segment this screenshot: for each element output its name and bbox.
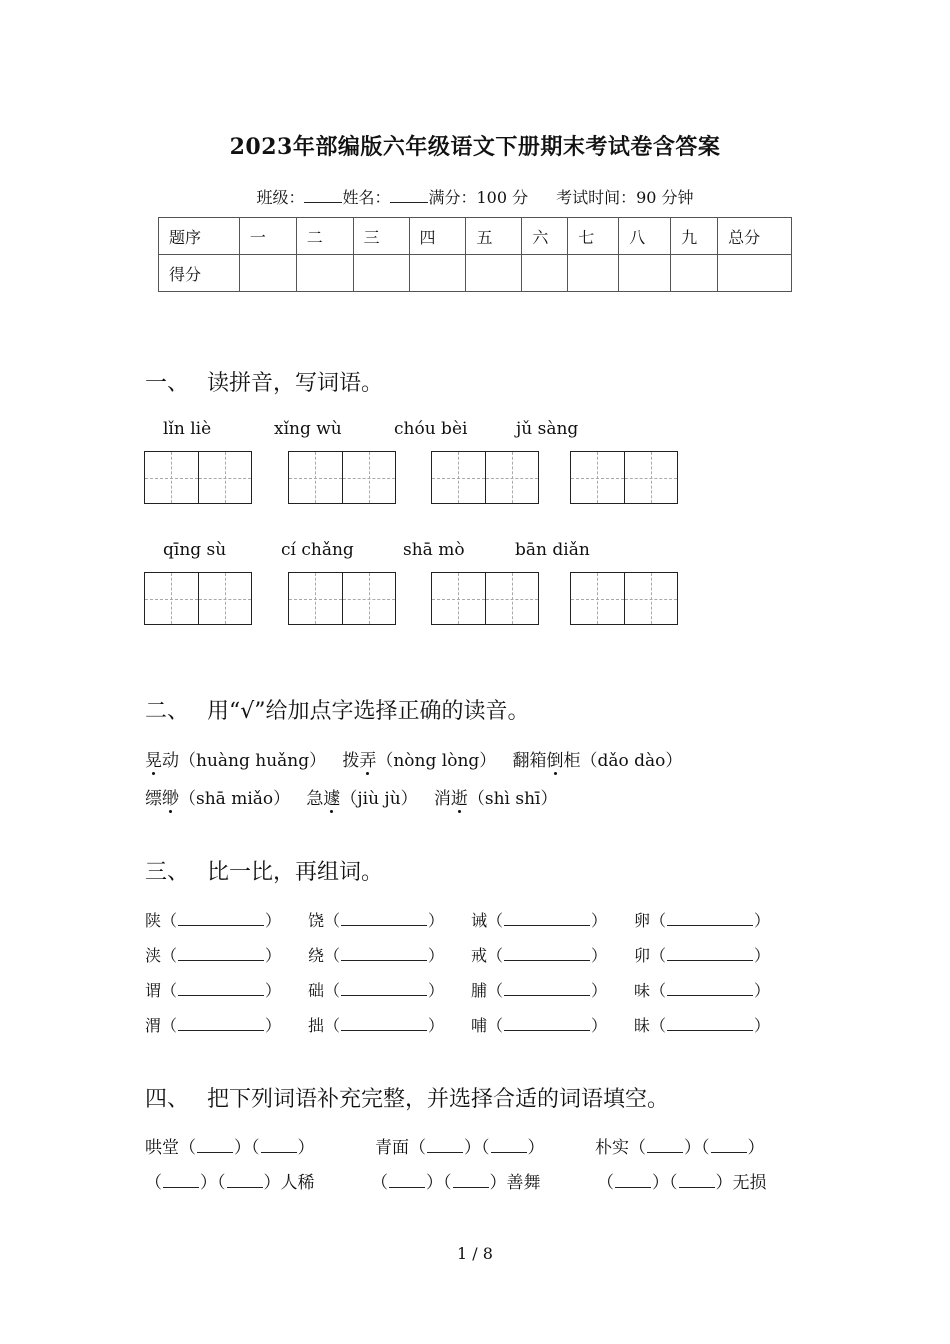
exam-info bbox=[0, 185, 950, 208]
compare-item: 浃（ ） bbox=[145, 946, 282, 965]
score-row-label: 得分 bbox=[159, 255, 240, 292]
writing-grid[interactable] bbox=[570, 572, 678, 625]
section-title: 读拼音，写词语。 bbox=[207, 371, 384, 396]
compare-item: 昧（ ） bbox=[634, 1016, 771, 1035]
answer-blank[interactable] bbox=[647, 1139, 683, 1153]
full-marks: 满分：100 分 bbox=[428, 188, 529, 207]
idiom-text: 善舞 bbox=[506, 1173, 541, 1193]
score-cell[interactable] bbox=[239, 255, 296, 292]
writing-grid[interactable] bbox=[570, 451, 678, 504]
exam-time: 考试时间：90 分钟 bbox=[556, 188, 694, 207]
page-number: 1 / 8 bbox=[457, 1244, 493, 1263]
reading-item[interactable]: 消逝（shì shī） bbox=[434, 789, 558, 809]
compare-item: 绕（ ） bbox=[308, 946, 445, 965]
idiom-item: 哄堂（ ）（ ） bbox=[145, 1138, 315, 1158]
score-cell[interactable] bbox=[466, 255, 522, 292]
section-title: 把下列词语补充完整，并选择合适的词语填空。 bbox=[207, 1087, 670, 1112]
answer-blank[interactable] bbox=[711, 1139, 747, 1153]
answer-blank[interactable] bbox=[163, 1174, 199, 1188]
compare-char: 戒 bbox=[471, 946, 488, 965]
compare-item: 础（ ） bbox=[308, 981, 445, 1000]
compare-char: 绕 bbox=[308, 946, 325, 965]
compare-item: 谓（ ） bbox=[145, 981, 282, 1000]
compare-item: 拙（ ） bbox=[308, 1016, 445, 1035]
reading-item[interactable]: 拨弄（nòng lòng） bbox=[342, 751, 496, 771]
section-3-heading bbox=[145, 855, 383, 886]
compare-item: 饶（ ） bbox=[308, 911, 445, 930]
answer-blank[interactable] bbox=[491, 1139, 527, 1153]
compare-char: 渭 bbox=[145, 1016, 162, 1035]
answer-blank[interactable] bbox=[227, 1174, 263, 1188]
score-cell[interactable] bbox=[671, 255, 718, 292]
compare-char: 卵 bbox=[634, 911, 651, 930]
score-header-cell: 三 bbox=[353, 218, 409, 255]
section-4-heading bbox=[145, 1082, 669, 1113]
pinyin-label: qīng sù bbox=[163, 540, 227, 560]
compare-item: 卵（ ） bbox=[634, 911, 771, 930]
answer-blank[interactable] bbox=[667, 947, 753, 961]
score-row bbox=[159, 255, 792, 292]
section-1-heading bbox=[145, 366, 383, 397]
score-header-cell: 总分 bbox=[718, 218, 792, 255]
page-title: 2023年部编版六年级语文下册期末考试卷含答案 bbox=[229, 134, 721, 160]
pinyin-label: shā mò bbox=[403, 540, 465, 560]
compare-item: 哺（ ） bbox=[471, 1016, 608, 1035]
compare-char: 味 bbox=[634, 981, 651, 1000]
score-cell[interactable] bbox=[619, 255, 671, 292]
score-header-cell: 七 bbox=[568, 218, 619, 255]
section-number: 四、 bbox=[145, 1087, 190, 1112]
answer-blank[interactable] bbox=[178, 912, 264, 926]
pinyin-label: chóu bèi bbox=[394, 419, 468, 439]
score-header-cell: 一 bbox=[239, 218, 296, 255]
pinyin-label: xǐng wù bbox=[274, 419, 342, 439]
answer-blank[interactable] bbox=[427, 1139, 463, 1153]
score-cell[interactable] bbox=[409, 255, 466, 292]
name-label: 姓名： bbox=[342, 188, 391, 207]
reading-item[interactable]: 翻箱倒柜（dǎo dào） bbox=[513, 751, 683, 771]
idiom-text: 朴实 bbox=[595, 1138, 629, 1158]
pinyin-label: lǐn liè bbox=[163, 419, 212, 439]
pinyin-label: jǔ sàng bbox=[516, 419, 579, 439]
answer-blank[interactable] bbox=[341, 912, 427, 926]
answer-blank[interactable] bbox=[453, 1174, 489, 1188]
score-cell[interactable] bbox=[296, 255, 353, 292]
section-number: 二、 bbox=[145, 699, 190, 724]
section-number: 一、 bbox=[145, 371, 190, 396]
writing-grid[interactable] bbox=[288, 572, 396, 625]
score-header-cell: 八 bbox=[619, 218, 671, 255]
answer-blank[interactable] bbox=[504, 982, 590, 996]
compare-char: 陕 bbox=[145, 911, 162, 930]
idiom-text: 哄堂 bbox=[145, 1138, 179, 1158]
idiom-item: 朴实（ ）（ ） bbox=[595, 1138, 765, 1158]
answer-blank[interactable] bbox=[178, 1017, 264, 1031]
answer-blank[interactable] bbox=[504, 912, 590, 926]
answer-blank[interactable] bbox=[667, 1017, 753, 1031]
compare-char: 昧 bbox=[634, 1016, 651, 1035]
compare-item: 戒（ ） bbox=[471, 946, 608, 965]
idiom-item: （ ）（ ）无损 bbox=[597, 1173, 767, 1193]
idiom-text: 人稀 bbox=[280, 1173, 315, 1193]
section-number: 三、 bbox=[145, 860, 190, 885]
section-2-heading bbox=[145, 694, 530, 725]
section-title: 用“√”给加点字选择正确的读音。 bbox=[207, 699, 530, 724]
score-cell[interactable] bbox=[718, 255, 792, 292]
answer-blank[interactable] bbox=[667, 982, 753, 996]
compare-char: 诫 bbox=[471, 911, 488, 930]
compare-char: 础 bbox=[308, 981, 325, 1000]
class-label: 班级： bbox=[256, 188, 305, 207]
answer-blank[interactable] bbox=[389, 1174, 425, 1188]
compare-char: 饶 bbox=[308, 911, 325, 930]
score-header-cell: 题序 bbox=[159, 218, 240, 255]
score-table bbox=[158, 217, 792, 292]
answer-blank[interactable] bbox=[679, 1174, 715, 1188]
writing-grid[interactable] bbox=[288, 451, 396, 504]
compare-item: 卯（ ） bbox=[634, 946, 771, 965]
idiom-item: （ ）（ ）人稀 bbox=[145, 1173, 315, 1193]
idiom-item: 青面（ ）（ ） bbox=[375, 1138, 545, 1158]
compare-char: 谓 bbox=[145, 981, 162, 1000]
answer-blank[interactable] bbox=[341, 1017, 427, 1031]
idiom-text: 青面 bbox=[375, 1138, 409, 1158]
class-blank[interactable] bbox=[304, 188, 342, 203]
score-cell[interactable] bbox=[568, 255, 619, 292]
writing-grid[interactable] bbox=[431, 572, 539, 625]
score-header-cell: 二 bbox=[296, 218, 353, 255]
reading-row bbox=[145, 784, 557, 809]
pinyin-label: bān diǎn bbox=[515, 540, 590, 560]
writing-grid[interactable] bbox=[144, 572, 252, 625]
answer-blank[interactable] bbox=[667, 912, 753, 926]
idiom-item: （ ）（ ）善舞 bbox=[371, 1173, 541, 1193]
idiom-text: 无损 bbox=[732, 1173, 767, 1193]
compare-item: 脯（ ） bbox=[471, 981, 608, 1000]
name-blank[interactable] bbox=[390, 188, 428, 203]
score-header-cell: 六 bbox=[522, 218, 568, 255]
answer-blank[interactable] bbox=[615, 1174, 651, 1188]
answer-blank[interactable] bbox=[261, 1139, 297, 1153]
compare-char: 浃 bbox=[145, 946, 162, 965]
pinyin-label: cí chǎng bbox=[281, 540, 354, 560]
section-title: 比一比，再组词。 bbox=[207, 860, 384, 885]
score-header-row bbox=[159, 218, 792, 255]
answer-blank[interactable] bbox=[341, 982, 427, 996]
reading-item[interactable]: 晃动（huàng huǎng） bbox=[145, 751, 326, 771]
compare-char: 拙 bbox=[308, 1016, 325, 1035]
compare-item: 陕（ ） bbox=[145, 911, 282, 930]
compare-char: 卯 bbox=[634, 946, 651, 965]
score-header-cell: 九 bbox=[671, 218, 718, 255]
compare-item: 味（ ） bbox=[634, 981, 771, 1000]
answer-blank[interactable] bbox=[504, 947, 590, 961]
answer-blank[interactable] bbox=[197, 1139, 233, 1153]
compare-char: 脯 bbox=[471, 981, 488, 1000]
reading-item[interactable]: 缥缈（shā miǎo） bbox=[145, 789, 290, 809]
score-header-cell: 五 bbox=[466, 218, 522, 255]
compare-char: 哺 bbox=[471, 1016, 488, 1035]
answer-blank[interactable] bbox=[504, 1017, 590, 1031]
score-cell[interactable] bbox=[522, 255, 568, 292]
answer-blank[interactable] bbox=[178, 947, 264, 961]
score-header-cell: 四 bbox=[409, 218, 466, 255]
writing-grid[interactable] bbox=[431, 451, 539, 504]
compare-item: 诫（ ） bbox=[471, 911, 608, 930]
answer-blank[interactable] bbox=[178, 982, 264, 996]
writing-grid[interactable] bbox=[144, 451, 252, 504]
reading-row bbox=[145, 746, 682, 771]
answer-blank[interactable] bbox=[341, 947, 427, 961]
compare-item: 渭（ ） bbox=[145, 1016, 282, 1035]
score-cell[interactable] bbox=[353, 255, 409, 292]
reading-item[interactable]: 急遽（jiù jù） bbox=[306, 789, 417, 809]
